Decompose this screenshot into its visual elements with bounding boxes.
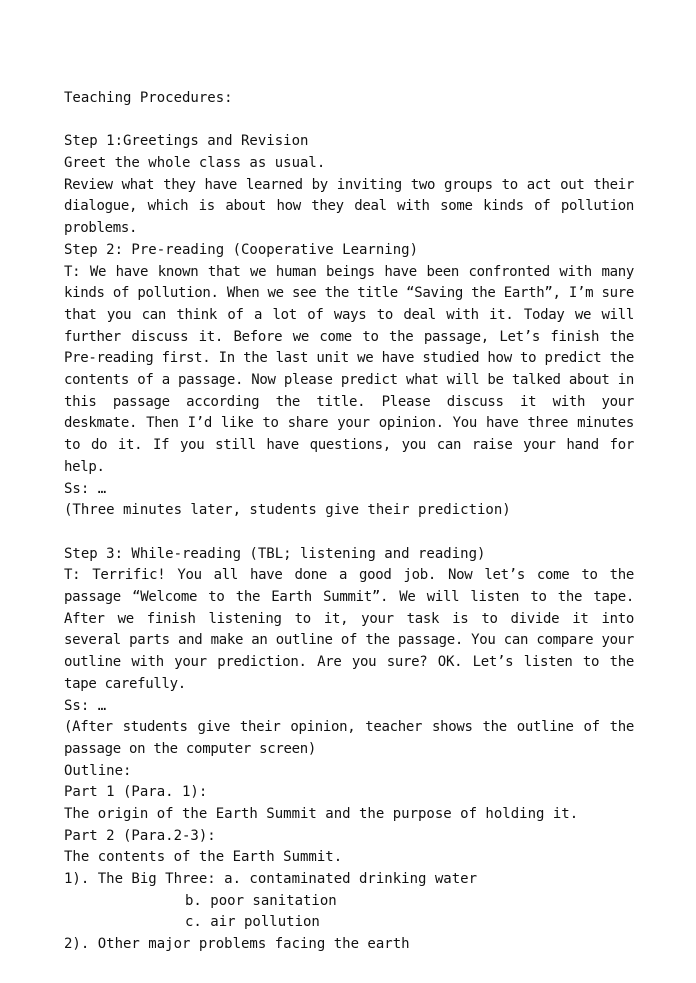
outline-item-big-three: 1). The Big Three: a. contaminated drinking water	[64, 871, 478, 888]
document-heading: Teaching Procedures:	[64, 90, 233, 106]
blank-line	[64, 522, 634, 544]
outline-item-air-pollution: c. air pollution	[185, 914, 320, 931]
outline-part1-text: The origin of the Earth Summit and the purpose of holding it.	[64, 806, 579, 823]
document-body	[64, 88, 634, 956]
step1-title: Step 1:Greetings and Revision	[64, 133, 309, 150]
outline-part2-text: The contents of the Earth Summit.	[64, 849, 343, 866]
outline-item-other-problems: 2). Other major problems facing the earth	[64, 936, 410, 953]
step2-teacher-paragraph: T: We have known that we human beings have been confronted with many kinds of pollution. When we see the title “Saving the Earth”, I’m sure that you can think of a lot of ways to deal with it. Today we will further discuss it. Before we come to the passage, Let’s finish the Pre-reading first. In the last unit we have studied how to predict the contents of a passage. Now please predict what will be talked about in this passage according the title. Please discuss it with your deskmate. Then I’d like to share your opinion. You have three minutes to do it. If you still have questions, you can raise your hand for help.	[64, 263, 634, 475]
outline-part2-label: Part 2 (Para.2-3):	[64, 827, 216, 844]
step2-students-response: Ss: …	[64, 480, 107, 497]
outline-item-sanitation: b. poor sanitation	[185, 892, 337, 909]
outline-part1-label: Part 1 (Para. 1):	[64, 784, 208, 801]
step1-greeting: Greet the whole class as usual.	[64, 155, 326, 172]
step2-title: Step 2: Pre-reading (Cooperative Learning)	[64, 241, 419, 258]
step3-note: (After students give their opinion, teacher shows the outline of the passage on the computer screen)	[64, 719, 634, 757]
step3-teacher-paragraph: T: Terrific! You all have done a good job. Now let’s come to the passage “Welcome to the Earth Summit”. We will listen to the tape. After we finish listening to it, your task is to divide it into several parts and make an outline of the passage. You can compare your outline with your prediction. Are you sure? OK. Let’s listen to the tape carefully.	[64, 567, 634, 692]
outline-label: Outline:	[64, 762, 132, 779]
step2-note: (Three minutes later, students give their prediction)	[64, 502, 511, 519]
step3-title: Step 3: While-reading (TBL; listening and reading)	[64, 545, 486, 562]
step3-students-response: Ss: …	[64, 697, 107, 714]
step1-review-paragraph: Review what they have learned by inviting two groups to act out their dialogue, which is about how they deal with some kinds of pollution problems.	[64, 176, 634, 237]
blank-line	[64, 110, 634, 132]
